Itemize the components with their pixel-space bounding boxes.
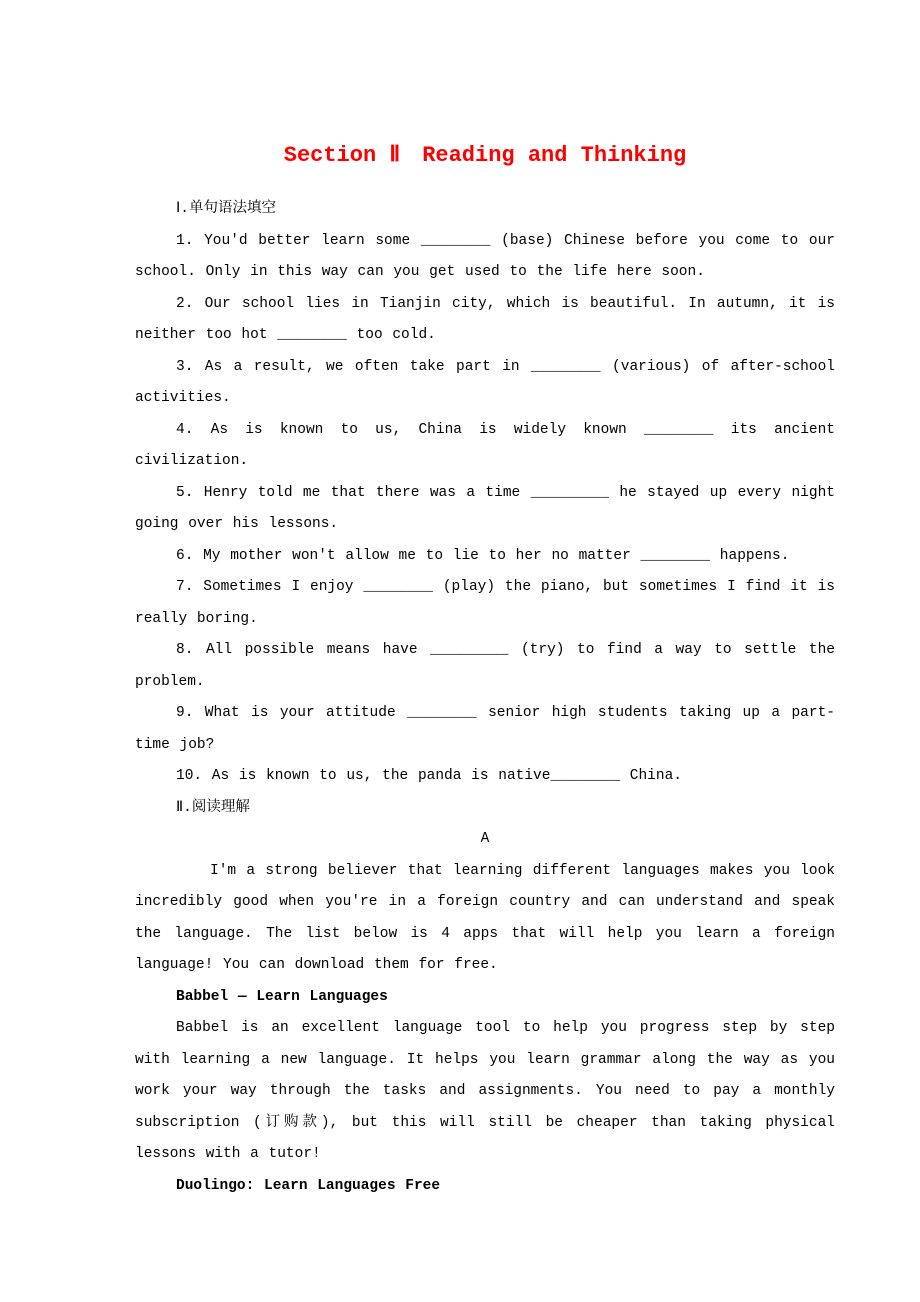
passage-label: A (480, 831, 490, 847)
duolingo-heading: Duolingo: Learn Languages Free (176, 1177, 441, 1194)
babbel-paragraph: Babbel is an excellent language tool to help you progress step by step with learning a new language. It helps you learn grammar along the way as you work your way through the tasks and assignments. You need to pay a monthly subscription (订购款), but this will still be cheaper than taking physical lessons with a tutor! (135, 1020, 835, 1162)
grammar-item-1: 1. You'd better learn some ________ (base) Chinese before you come to our school. Only in this way can you get used to the life here soon. (135, 232, 835, 280)
grammar-item-5: 5. Henry told me that there was a time _________ he stayed up every night going over his lessons. (135, 484, 835, 532)
grammar-item-9: 9. What is your attitude ________ senior high students taking up a part-time job? (135, 705, 835, 753)
grammar-item-10: 10. As is known to us, the panda is native________ China. (176, 768, 682, 784)
grammar-item-7: 7. Sometimes I enjoy ________ (play) the piano, but sometimes I find it is really boring. (135, 579, 835, 627)
grammar-item-4: 4. As is known to us, China is widely known ________ its ancient civilization. (135, 421, 835, 469)
grammar-item-3: 3. As a result, we often take part in ________ (various) of after-school activities. (135, 358, 835, 406)
section-1-heading: Ⅰ.单句语法填空 (176, 201, 276, 217)
grammar-item-6: 6. My mother won't allow me to lie to her no matter ________ happens. (176, 547, 790, 564)
section-2-heading: Ⅱ.阅读理解 (176, 799, 250, 816)
babbel-heading: Babbel — Learn Languages (176, 988, 388, 1005)
grammar-item-8: 8. All possible means have _________ (try) to find a way to settle the problem. (135, 642, 835, 690)
grammar-item-2: 2. Our school lies in Tianjin city, which is beautiful. In autumn, it is neither too hot ________ too cold. (135, 295, 835, 343)
page-title: Section Ⅱ Reading and Thinking (283, 143, 687, 168)
passage-intro: I'm a strong believer that learning different languages makes you look incredibly good when you're in a foreign country and can understand and speak the language. The list below is 4 apps that will help you learn a foreign language! You can download them for free. (135, 862, 835, 973)
